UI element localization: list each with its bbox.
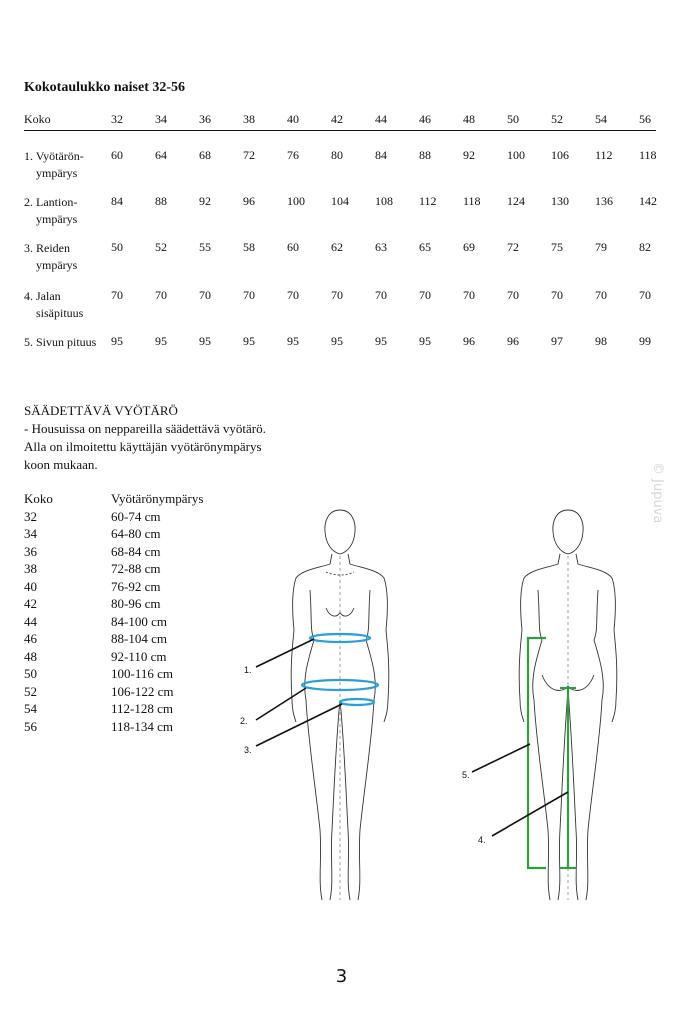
table-cell: 136	[595, 194, 613, 208]
section-text-line-3: koon mukaan.	[24, 457, 98, 472]
waist-range: 72-88 cm	[111, 561, 161, 576]
waist-row	[24, 683, 203, 701]
header-size-36: 36	[199, 112, 211, 126]
row-label	[24, 334, 112, 351]
page-title: Kokotaulukko naiset 32-56	[24, 80, 186, 95]
table-cell: 70	[639, 288, 651, 302]
header-size-54: 54	[595, 112, 607, 126]
back-head	[553, 510, 583, 554]
back-label-5: 5.	[462, 770, 470, 780]
row-label-line-1: 2. Lantion-	[24, 195, 78, 209]
table-cell: 79	[595, 240, 607, 254]
table-cell: 62	[331, 240, 343, 254]
table-cell: 96	[243, 194, 255, 208]
table-cell: 104	[331, 194, 349, 208]
table-cell: 92	[463, 148, 475, 162]
table-cell: 124	[507, 194, 525, 208]
waist-range: 106-122 cm	[111, 683, 174, 699]
waist-size: 50	[24, 666, 37, 681]
table-cell: 95	[375, 334, 387, 348]
table-cell: 84	[111, 194, 123, 208]
row-label	[24, 240, 112, 274]
waist-range: 100-116 cm	[111, 666, 173, 681]
table-cell: 99	[639, 334, 651, 348]
header-koko: Koko	[24, 112, 51, 126]
waist-range: 88-104 cm	[111, 631, 167, 646]
waist-size: 46	[24, 631, 37, 646]
waist-size: 52	[24, 683, 37, 699]
table-cell: 52	[155, 240, 167, 254]
row-label	[24, 194, 112, 228]
table-cell: 98	[595, 334, 607, 348]
table-cell: 95	[243, 334, 255, 348]
waist-size: 44	[24, 613, 37, 629]
table-row	[24, 334, 656, 374]
waist-range: 92-110 cm	[111, 648, 167, 664]
waist-col-circumference: Vyötärönympärys	[111, 491, 204, 506]
side-length-line	[528, 638, 546, 868]
waist-row	[24, 560, 203, 578]
row-label-line-2: ympärys	[36, 166, 78, 180]
waist-range: 60-74 cm	[111, 508, 161, 524]
table-cell: 70	[507, 288, 519, 302]
table-cell: 92	[199, 194, 211, 208]
table-cell: 95	[419, 334, 431, 348]
table-cell: 70	[243, 288, 255, 302]
waist-range: 118-134 cm	[111, 718, 173, 734]
waist-size: 42	[24, 596, 37, 611]
header-size-50: 50	[507, 112, 519, 126]
table-cell: 70	[331, 288, 343, 302]
row-label-line-2: ympärys	[36, 212, 78, 226]
table-cell: 70	[463, 288, 475, 302]
waist-row	[24, 508, 203, 526]
table-cell: 55	[199, 240, 211, 254]
table-cell: 70	[375, 288, 387, 302]
table-cell: 88	[155, 194, 167, 208]
table-cell: 88	[419, 148, 431, 162]
table-cell: 142	[639, 194, 657, 208]
back-measure-lines	[528, 638, 576, 868]
waist-row	[24, 613, 203, 631]
row-label-line-2: ympärys	[36, 258, 78, 272]
table-cell: 130	[551, 194, 569, 208]
waist-size: 54	[24, 701, 37, 716]
front-label-1: 1.	[244, 665, 252, 675]
table-cell: 68	[199, 148, 211, 162]
header-size-46: 46	[419, 112, 431, 126]
row-label-line-1: 3. Reiden	[24, 241, 70, 255]
table-cell: 80	[331, 148, 343, 162]
row-label-line-1: 4. Jalan	[24, 289, 61, 303]
table-cell: 50	[111, 240, 123, 254]
table-cell: 70	[287, 288, 299, 302]
header-size-34: 34	[155, 112, 167, 126]
waist-size: 56	[24, 718, 37, 734]
waist-size: 36	[24, 543, 37, 559]
header-size-32: 32	[111, 112, 123, 126]
waist-size: 34	[24, 526, 37, 541]
row-label-line-1: 1. Vyötärön-	[24, 149, 84, 163]
table-cell: 70	[111, 288, 123, 302]
waist-size: 32	[24, 508, 37, 524]
table-cell: 70	[419, 288, 431, 302]
section-heading: SÄÄDETTÄVÄ VYÖTÄRÖ	[24, 403, 178, 418]
table-cell: 75	[551, 240, 563, 254]
waist-size: 38	[24, 561, 37, 576]
table-cell: 58	[243, 240, 255, 254]
table-cell: 64	[155, 148, 167, 162]
table-cell: 112	[419, 194, 437, 208]
table-cell: 95	[287, 334, 299, 348]
header-size-38: 38	[243, 112, 255, 126]
table-row	[24, 194, 656, 234]
waist-range: 68-84 cm	[111, 543, 161, 559]
table-row	[24, 148, 656, 188]
waist-row	[24, 700, 203, 718]
waist-row	[24, 630, 203, 648]
table-cell: 76	[287, 148, 299, 162]
front-pointer-lines	[256, 639, 342, 746]
waist-range: 80-96 cm	[111, 596, 161, 611]
waist-range: 76-92 cm	[111, 578, 161, 594]
header-size-44: 44	[375, 112, 387, 126]
header-size-40: 40	[287, 112, 299, 126]
header-size-56: 56	[639, 112, 651, 126]
size-table	[24, 112, 657, 349]
table-cell: 100	[287, 194, 305, 208]
table-cell: 106	[551, 148, 569, 162]
header-size-52: 52	[551, 112, 563, 126]
back-label-4: 4.	[478, 835, 486, 845]
table-cell: 96	[463, 334, 475, 348]
table-cell: 60	[111, 148, 123, 162]
table-cell: 60	[287, 240, 299, 254]
table-cell: 108	[375, 194, 393, 208]
measurement-figures	[230, 500, 670, 920]
page-number: 3	[335, 966, 348, 987]
front-label-3: 3.	[244, 745, 252, 755]
table-cell: 97	[551, 334, 563, 348]
header-size-48: 48	[463, 112, 475, 126]
table-header	[24, 112, 656, 131]
table-cell: 95	[155, 334, 167, 348]
waist-row	[24, 648, 203, 666]
waist-row	[24, 595, 203, 613]
waist-row	[24, 543, 203, 561]
waist-row	[24, 718, 203, 736]
table-row	[24, 240, 656, 280]
waist-table	[24, 490, 203, 735]
front-head	[325, 510, 355, 554]
row-label	[24, 148, 112, 182]
waist-range: 112-128 cm	[111, 701, 173, 716]
table-cell: 70	[551, 288, 563, 302]
waist-size: 40	[24, 578, 37, 594]
front-label-2: 2.	[240, 716, 248, 726]
watermark: © Jupuva	[650, 462, 665, 524]
waist-size: 48	[24, 648, 37, 664]
section-text-line-1: - Housuissa on neppareilla säädettävä vyötärö.	[24, 421, 266, 436]
table-cell: 69	[463, 240, 475, 254]
table-cell: 100	[507, 148, 525, 162]
back-pointer-lines	[472, 744, 568, 836]
waist-row	[24, 578, 203, 596]
waist-range: 64-80 cm	[111, 526, 161, 541]
table-cell: 72	[243, 148, 255, 162]
table-cell: 95	[111, 334, 123, 348]
adjustable-waist-section	[24, 402, 266, 474]
waist-range: 84-100 cm	[111, 613, 167, 629]
waist-row	[24, 525, 203, 543]
table-cell: 118	[639, 148, 657, 162]
row-label-line-2: sisäpituus	[36, 306, 84, 320]
row-label	[24, 288, 112, 322]
table-cell: 70	[199, 288, 211, 302]
row-label-line-1: 5. Sivun pituus	[24, 335, 97, 349]
table-cell: 72	[507, 240, 519, 254]
table-cell: 84	[375, 148, 387, 162]
section-text-line-2: Alla on ilmoitettu käyttäjän vyötärönympärys	[24, 439, 262, 454]
table-cell: 95	[199, 334, 211, 348]
waist-col-koko: Koko	[24, 491, 53, 506]
waist-row	[24, 665, 203, 683]
table-row	[24, 288, 656, 328]
table-cell: 118	[463, 194, 481, 208]
table-cell: 95	[331, 334, 343, 348]
table-cell: 82	[639, 240, 651, 254]
table-cell: 65	[419, 240, 431, 254]
thigh-measure-line	[340, 699, 374, 705]
waist-table-header	[24, 490, 203, 508]
table-cell: 112	[595, 148, 613, 162]
header-size-42: 42	[331, 112, 343, 126]
table-cell: 96	[507, 334, 519, 348]
table-cell: 70	[595, 288, 607, 302]
table-cell: 63	[375, 240, 387, 254]
table-cell: 70	[155, 288, 167, 302]
